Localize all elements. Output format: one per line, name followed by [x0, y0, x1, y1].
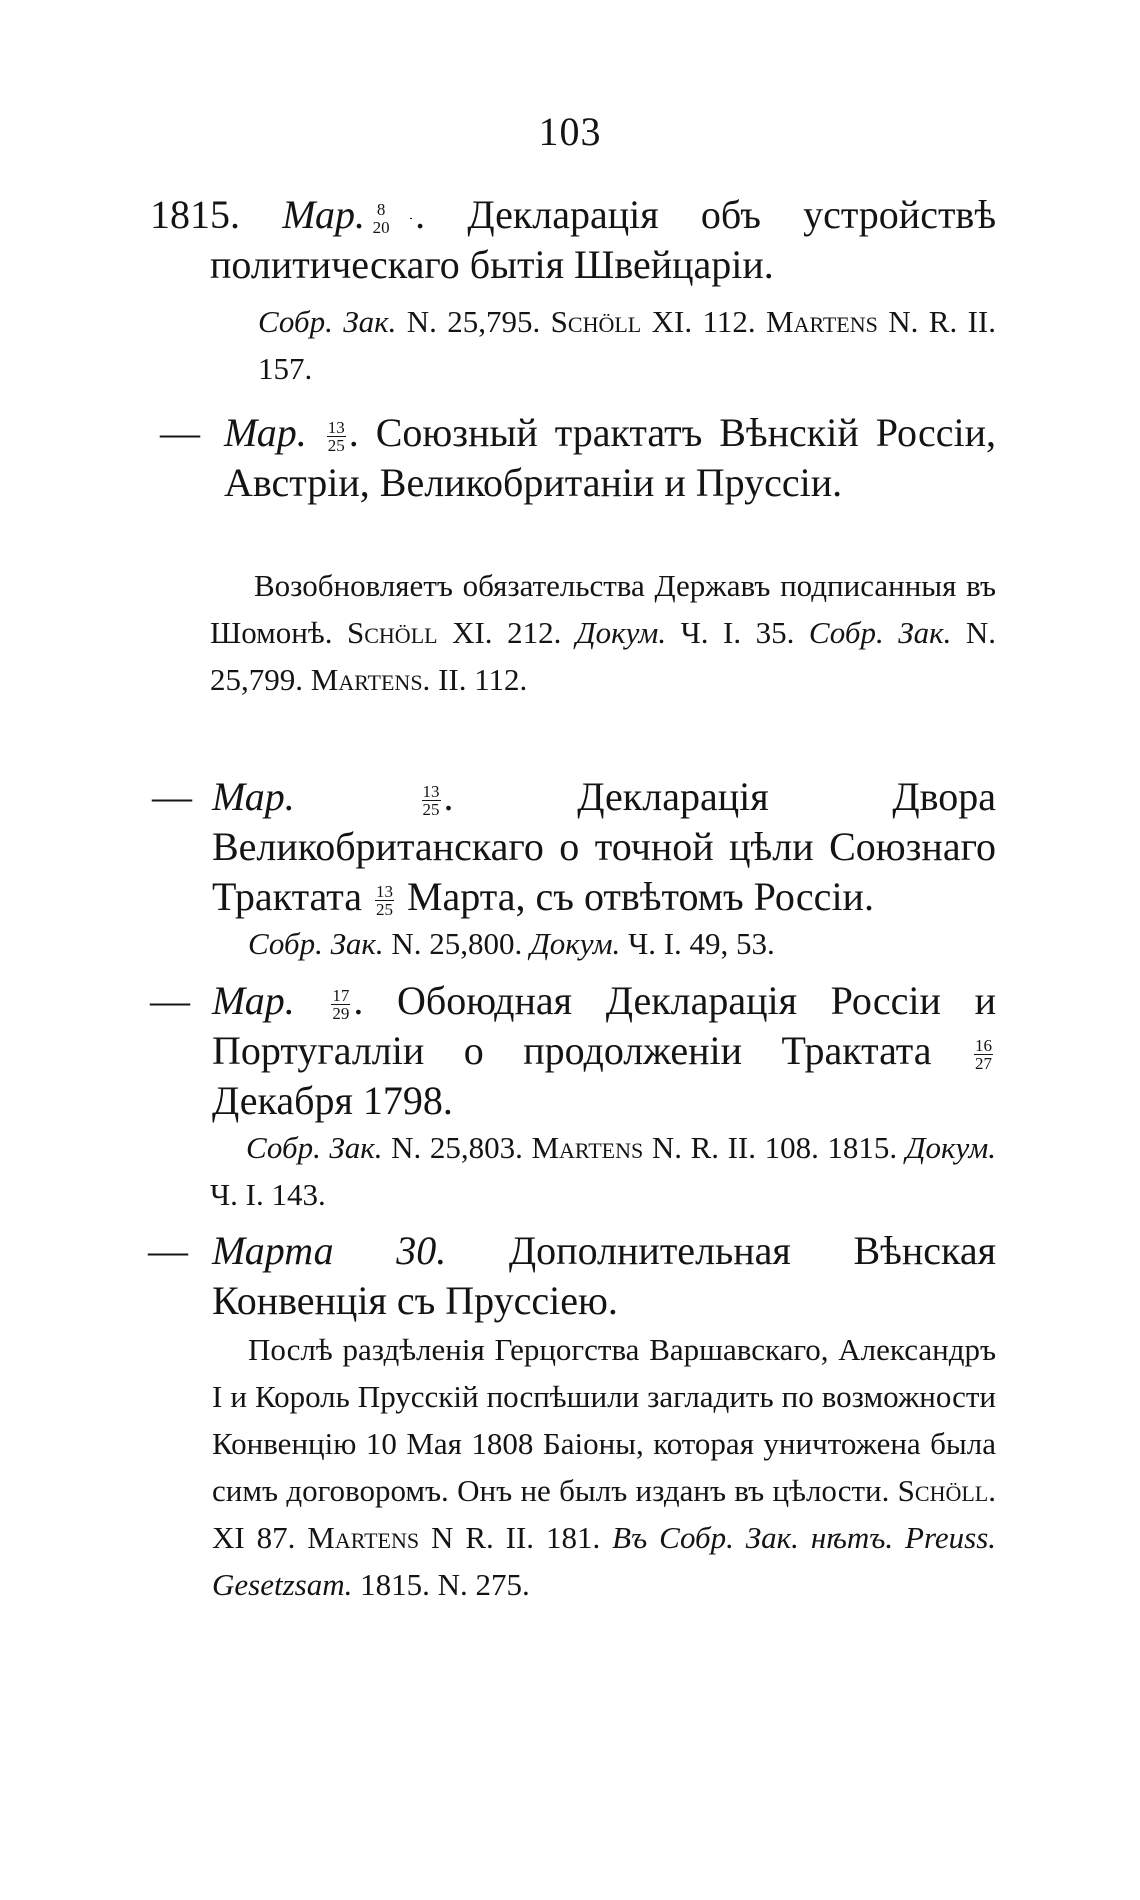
entry-note: Собр. Зак. N. 25,795. Schöll XI. 112. Martens N. R. II. 157.	[258, 304, 996, 386]
entry-date-fraction: $\frac{8}{20}$	[410, 201, 412, 236]
entry-title: Союзный трактатъ Вѣнскій Россіи, Австріи, Великобританіи и Пруссіи.	[224, 410, 996, 505]
entry-date-month: Мар.	[212, 774, 295, 819]
entry-date-month: Марта 30.	[212, 1228, 447, 1273]
entry-year: 1815.	[150, 192, 240, 237]
entry-note: Собр. Зак. N. 25,803. Martens N. R. II. 108. 1815. Докум. Ч. I. 143.	[210, 1130, 997, 1212]
entry-title: Обоюдная Декларація Россіи и Португалліи о продолженіи Трактата $\frac{16}{27}$ Декабря 1798.	[212, 978, 996, 1123]
entry-dash: —	[148, 1228, 188, 1273]
entry-note: Послѣ раздѣленія Герцогства Варшавскаго, Александръ I и Король Прусскій поспѣшили загладить по возможности Конвенцію 10 Мая 1808 Баіоны, которая уничтожена была симъ договоромъ. Онъ не былъ изданъ въ цѣлости. Schöll. XI 87. Martens N R. II. 181. Въ Собр. Зак. нѣтъ. Preuss. Gesetzsam. 1815. N. 275.	[212, 1332, 997, 1602]
entry-date-month: Мар.	[224, 410, 307, 455]
entry-title: Дополнительная Вѣнская Конвенція съ Пруссіею.	[212, 1228, 996, 1323]
entry-date-fraction: $\frac{13}{25}$	[327, 418, 345, 456]
entry-dash: —	[152, 774, 192, 819]
entry-heading	[148, 1226, 996, 1326]
entry-heading: — Мар. $\frac{13}{25}$ . Союзный трактатъ Вѣнскій Россіи, Австріи, Великобританіи и Пруссіи.	[160, 410, 996, 505]
entry-title: Декларація объ устройствѣ политическаго бытія Швейцаріи.	[210, 192, 997, 287]
entry-date-month: Мар.	[282, 192, 365, 237]
entry-title-fraction: $\frac{13}{25}$	[375, 882, 393, 920]
entry-note: Возобновляетъ обязательства Державъ подписанныя въ Шомонѣ. Schöll XI. 212. Докум. Ч. I. 35. Собр. Зак. N. 25,799. Martens. II. 112.	[210, 568, 996, 697]
entry-heading: — Мар. $\frac{13}{25}$ . Декларація Двора Великобританскаго о точной цѣли Союзнаго Трактата $\frac{13}{25}$ Марта, съ отвѣтомъ Россіи.	[152, 774, 997, 920]
entry-note: Собр. Зак. N. 25,800. Докум. Ч. I. 49, 53.	[248, 926, 775, 961]
entry-dash: —	[150, 978, 190, 1023]
entry-date-month: Мар.	[212, 978, 295, 1023]
entry-heading: — Мар. $\frac{17}{29}$ . Обоюдная Декларація Россіи и Португалліи о продолженіи Трактата $\frac{16}{27}$ Декабря 1798.	[150, 978, 996, 1123]
entry-date-fraction: $\frac{17}{29}$	[332, 986, 350, 1024]
entry-title-fraction: $\frac{16}{27}$	[975, 1036, 992, 1074]
page-number: 103	[538, 109, 602, 154]
entry-heading: 1815. Мар. $\frac{8}{20}$ . Декларація объ устройствѣ политическаго бытія Швейцаріи.	[150, 192, 997, 287]
entry-dash: —	[160, 410, 200, 455]
entry-title: Декларація Двора Великобританскаго о точной цѣли Союзнаго Трактата $\frac{13}{25}$ Марта, съ отвѣтомъ Россіи.	[212, 774, 997, 920]
entry-date-fraction: $\frac{13}{25}$	[422, 782, 440, 820]
